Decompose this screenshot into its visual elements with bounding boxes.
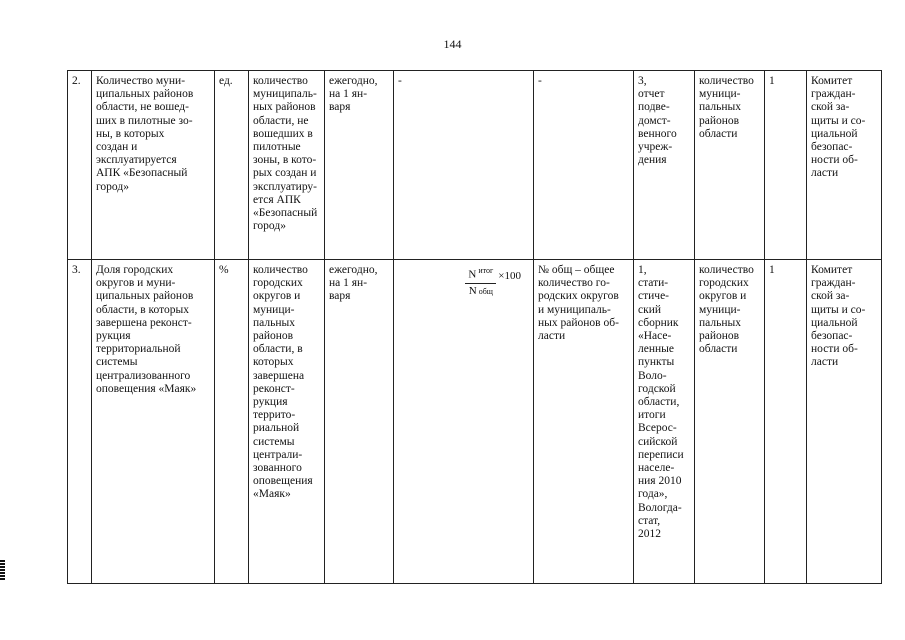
formula-text: - [394, 71, 534, 260]
indicator-name: Количество муни- ципальных районов области, не вошед- ших в пилотные зо- ны, в которых создан и эксплуатируется АПК «Безопасный город» [92, 71, 215, 260]
unit-of-observation: количество муници- пальных районов области [695, 71, 765, 260]
method: 1, стати- стиче- ский сборник «Насе- ленные пункты Воло- годской области, итоги Всерос- сийской переписи населе- ния 2010 года», Вологда- стат, 2012 [634, 260, 695, 584]
formula [465, 264, 521, 298]
variables: № общ – общее количество го- родских округов и муниципаль- ных районов об- ласти [534, 260, 634, 584]
code: 1 [765, 260, 807, 584]
table-row [68, 260, 882, 584]
responsible: Комитет граждан- ской за- щиты и со- циальной безопас- ности об- ласти [807, 260, 882, 584]
period: ежегодно, на 1 ян- варя [325, 260, 394, 584]
unit-of-observation: количество городских округов и муници- пальных районов области [695, 260, 765, 584]
code: 1 [765, 71, 807, 260]
indicator-table [67, 70, 882, 584]
page-number: 144 [443, 37, 462, 51]
scan-edge-mark [0, 560, 5, 580]
row-number: 3. [68, 260, 92, 584]
responsible: Комитет граждан- ской за- щиты и со- циальной безопас- ности об- ласти [807, 71, 882, 260]
formula-cell [394, 260, 534, 584]
definition: количество городских округов и муници- пальных районов области, в которых завершена реконст- рукция террито- риальной системы централи- зованного оповещения «Маяк» [249, 260, 325, 584]
definition: количество муниципаль- ных районов области, не вошедших в пилотные зоны, в кото- рых создан и эксплуатиру- ется АПК «Безопасный город» [249, 71, 325, 260]
indicator-name: Доля городских округов и муни- ципальных районов области, в которых завершена реконст- рукция территориальной системы централизованного оповещения «Маяк» [92, 260, 215, 584]
unit: ед. [215, 71, 249, 260]
period: ежегодно, на 1 ян- варя [325, 71, 394, 260]
formula-denominator: N общ [468, 284, 493, 297]
formula-numerator: N $^{итог}$ [465, 264, 496, 284]
row-number: 2. [68, 71, 92, 260]
method: 3, отчет подве- домст- венного учреж- дения [634, 71, 695, 260]
variables: - [534, 71, 634, 260]
formula-multiplier: ×100 [498, 270, 521, 283]
table-row [68, 71, 882, 260]
unit: % [215, 260, 249, 584]
